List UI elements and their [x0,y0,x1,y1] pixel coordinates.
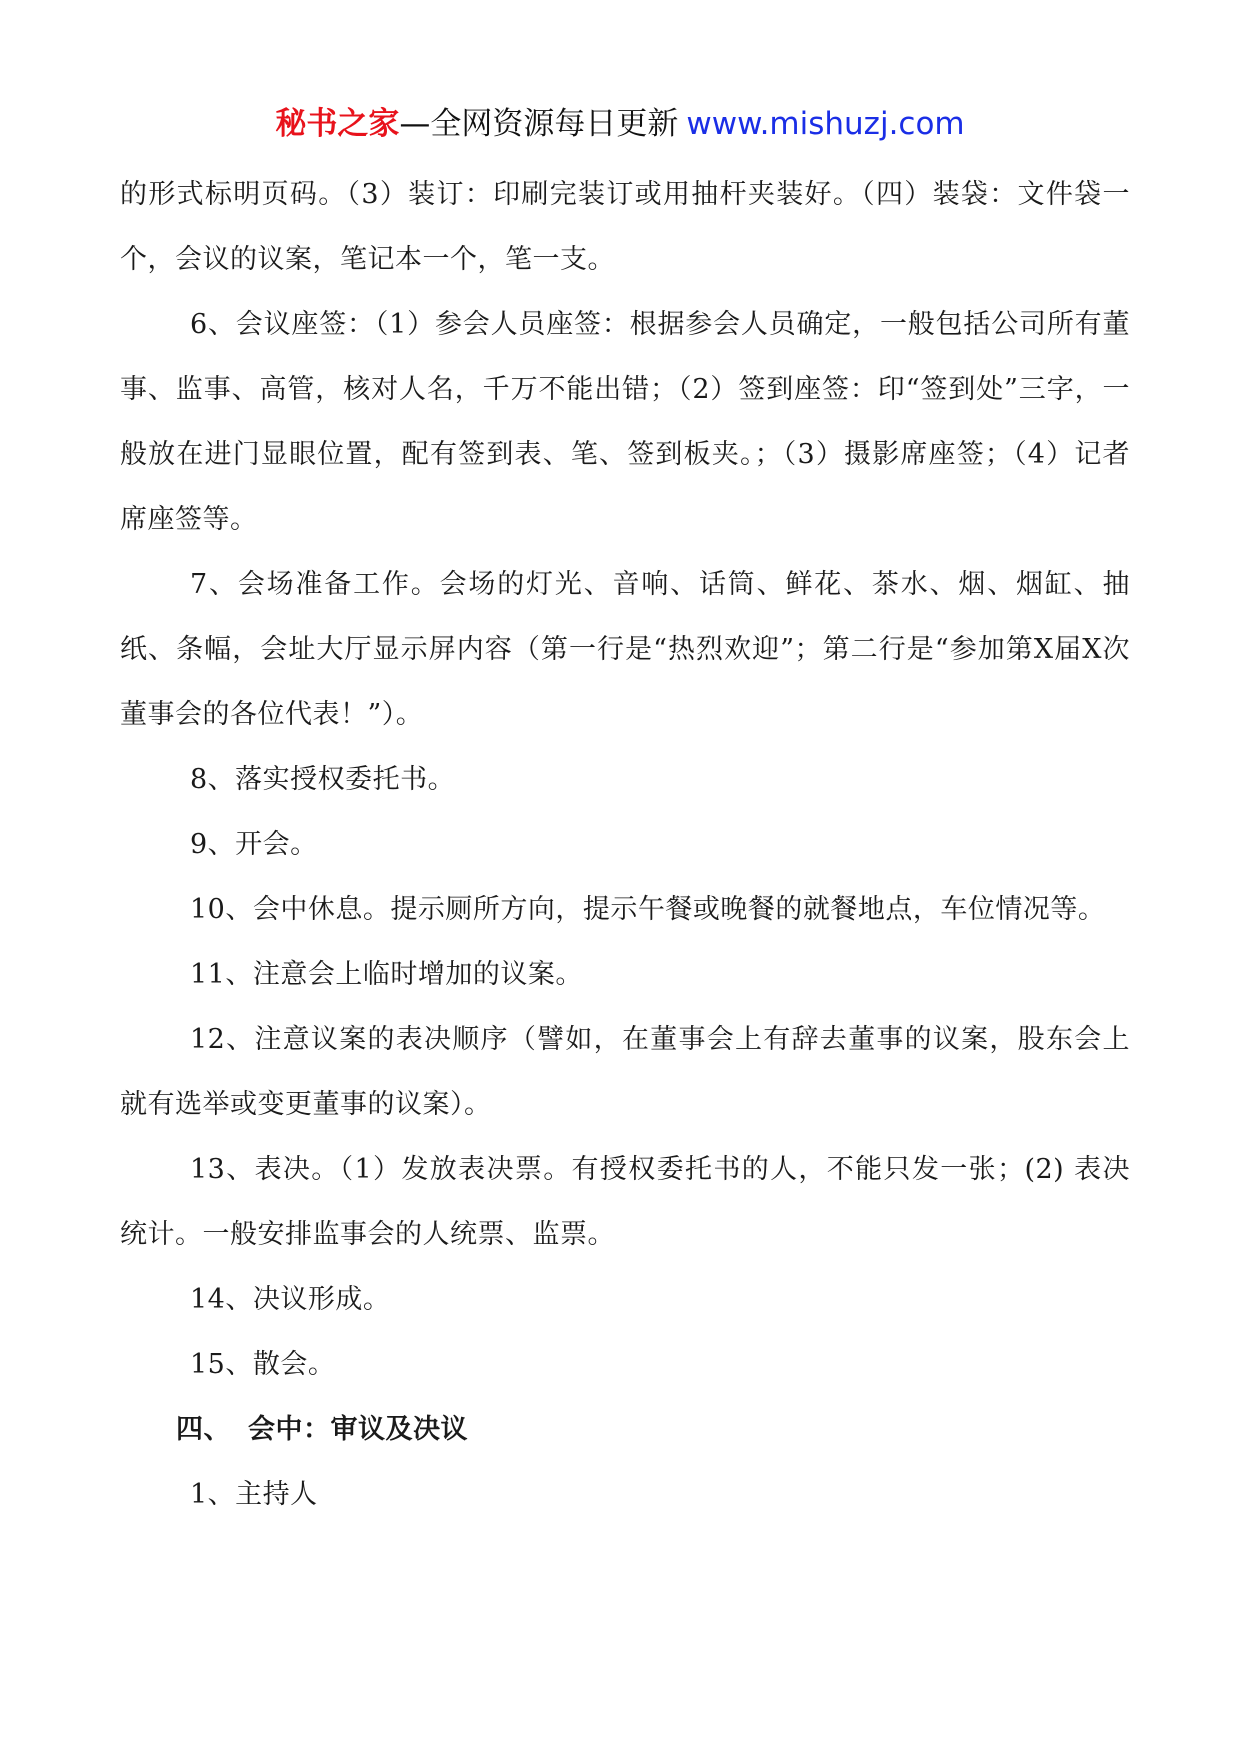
site-header [0,100,1240,148]
document-body [120,162,1130,1527]
paragraph-item-15: 15、散会。 [190,1349,336,1380]
paragraph-item-12: 12、注意议案的表决顺序（譬如，在董事会上有辞去董事的议案，股东会上就有选举或变更董事的议案）。 [120,1024,1130,1120]
brand-name: 秘书之家 [275,106,400,142]
paragraph-item-9: 9、开会。 [190,829,318,860]
paragraph-item-6: 6、会议座签：（1）参会人员座签：根据参会人员确定，一般包括公司所有董事、监事、高管，核对人名，千万不能出错；（2）签到座签：印“签到处”三字，一般放在进门显眼位置，配有签到表、笔、签到板夹。；（3）摄影席座签；（4）记者席座签等。 [120,309,1130,535]
paragraph-item-13: 13、表决。（1）发放表决票。有授权委托书的人，不能只发一张；(2) 表决统计。一般安排监事会的人统票、监票。 [120,1154,1130,1250]
header-url-link[interactable]: www.mishuzj.com [686,106,965,142]
section-number: 四、 [176,1414,231,1445]
section-heading [120,1397,1130,1462]
paragraph-continuation: 的形式标明页码。（3）装订：印刷完装订或用抽杆夹装好。（四）装袋：文件袋一个，会议的议案，笔记本一个，笔一支。 [120,179,1130,275]
section-title: 会中：审议及决议 [248,1414,468,1445]
paragraph-item-10: 10、会中休息。提示厕所方向，提示午餐或晚餐的就餐地点，车位情况等。 [190,894,1106,925]
paragraph-item-11: 11、注意会上临时增加的议案。 [190,959,583,990]
paragraph-item-8: 8、落实授权委托书。 [190,764,456,795]
paragraph-item-14: 14、决议形成。 [190,1284,391,1315]
header-tagline: —全网资源每日更新 [399,106,679,142]
paragraph-host: 1、主持人 [190,1479,318,1510]
paragraph-item-7: 7、会场准备工作。会场的灯光、音响、话筒、鲜花、茶水、烟、烟缸、抽纸、条幅，会址大厅显示屏内容（第一行是“热烈欢迎”；第二行是“参加第X届X次董事会的各位代表！”）。 [120,569,1130,730]
